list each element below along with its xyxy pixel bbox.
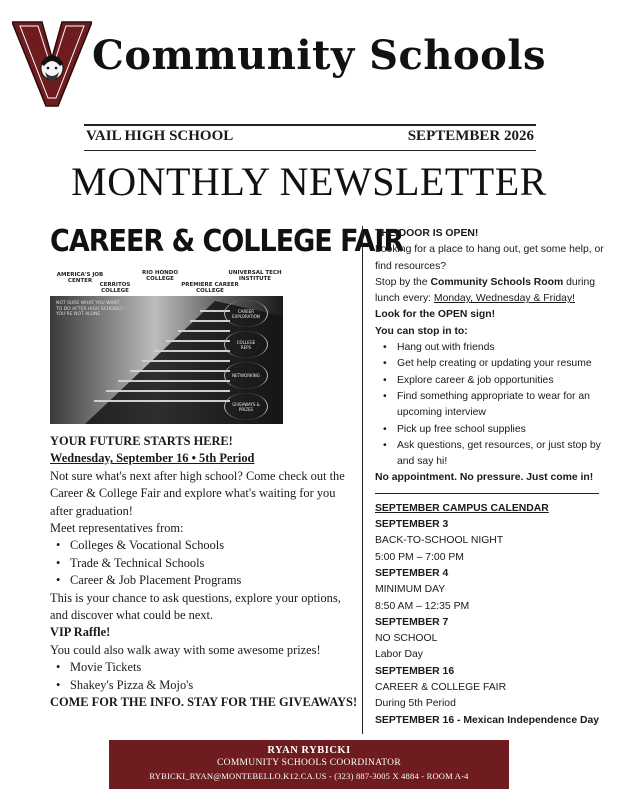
school-logo-icon (12, 18, 92, 110)
contact-footer (109, 740, 509, 789)
section-divider (375, 493, 599, 494)
coordinator-role: COMMUNITY SCHOOLS COORDINATOR (217, 758, 401, 768)
coordinator-contact: RYBICKI_RYAN@MONTEBELLO.K12.CA.US - (323) 887-3005 X 4884 - ROOM A-4 (149, 771, 469, 781)
calendar-date: SEPTEMBER 16 - Mexican Independence Day (375, 714, 600, 726)
door-list (375, 340, 605, 470)
flyer-badge: COLLEGE REPS (224, 331, 268, 358)
flyer-badges (224, 300, 274, 424)
fair-date: Wednesday, September 16 • 5th Period (50, 451, 255, 466)
fair-flyer-image (50, 296, 283, 424)
list-item: • Pick up free school supplies (375, 422, 605, 438)
list-item: • Get help creating or updating your resume (375, 356, 605, 372)
door-intro: Looking for a place to hang out, get some help, or find resources? (375, 244, 604, 272)
list-item: • Colleges & Vocational Schools (50, 537, 360, 554)
fair-closing: COME FOR THE INFO. STAY FOR THE GIVEAWAYS! (50, 695, 358, 710)
list-item: • Movie Tickets (50, 659, 360, 676)
school-name: VAIL HIGH SCHOOL (86, 128, 234, 144)
calendar-event-line: During 5th Period (375, 698, 456, 710)
fair-heading: CAREER & COLLEGE FAIR (50, 224, 404, 259)
door-room: Community Schools Room (430, 276, 564, 288)
flyer-badge: CAREER EXPLORATION (224, 300, 268, 327)
fair-details (50, 433, 360, 712)
flyer-caption: NOT SURE WHAT YOU WANT TO DO AFTER HIGH SCHOOL? - YOU'RE NOT ALONE (56, 301, 126, 317)
partner-name: PREMIERE CAREER COLLEGE (181, 282, 239, 294)
partner-name: UNIVERSAL TECH INSTITUTE (228, 270, 282, 282)
list-item: • Shakey's Pizza & Mojo's (50, 677, 360, 694)
reps-list (50, 537, 360, 589)
list-item: • Ask questions, get resources, or just stop by and say hi! (375, 438, 605, 471)
calendar-event-line: 8:50 AM – 12:35 PM (375, 600, 470, 612)
flyer-badge: NETWORKING (224, 362, 268, 389)
list-item: • Find something appropriate to wear for an upcoming interview (375, 389, 605, 422)
list-item: • Hang out with friends (375, 340, 605, 356)
fair-chance: This is your chance to ask questions, explore your options, and discover what could be next. (50, 590, 341, 623)
calendar-event-line: NO SCHOOL (375, 633, 438, 645)
door-sign: Look for the OPEN sign! (375, 309, 496, 321)
prizes-list (50, 659, 360, 694)
door-can-label: You can stop in to: (375, 325, 468, 337)
calendar-date: SEPTEMBER 7 (375, 616, 449, 628)
calendar-title: SEPTEMBER CAMPUS CALENDAR (375, 502, 549, 514)
calendar-event-line: 5:00 PM – 7:00 PM (375, 551, 464, 563)
door-stop-post: during lunch every: (375, 276, 596, 305)
partner-name: CERRITOS COLLEGE (99, 282, 131, 294)
partner-name: RIO HONDO COLLEGE (142, 270, 178, 282)
calendar-date: SEPTEMBER 4 (375, 567, 449, 579)
newsletter-title: MONTHLY NEWSLETTER (71, 159, 547, 204)
door-title: THE DOOR IS OPEN! (375, 228, 479, 239)
raffle-text: You could also walk away with some awesome prizes! (50, 642, 321, 657)
brand-title: Community Schools (92, 32, 547, 79)
partner-name: AMERICA'S JOB CENTER (56, 272, 104, 284)
header-rule-bottom (84, 150, 536, 151)
list-item: • Trade & Technical Schools (50, 555, 360, 572)
meet-label: Meet representatives from: (50, 521, 184, 536)
issue-month: SEPTEMBER 2026 (407, 128, 534, 144)
flyer-badge: GIVEAWAYS & PRIZES (224, 393, 268, 420)
column-divider (362, 226, 363, 734)
coordinator-name: RYAN RYBICKI (267, 745, 351, 756)
calendar-event-line: Labor Day (375, 649, 423, 661)
calendar-date: SEPTEMBER 16 (375, 665, 455, 677)
door-stop (375, 275, 605, 308)
calendar-event-line: CAREER & COLLEGE FAIR (375, 682, 507, 694)
calendar-date: SEPTEMBER 3 (375, 519, 449, 531)
fair-tagline: YOUR FUTURE STARTS HERE! (50, 434, 233, 448)
list-item: • Career & Job Placement Programs (50, 572, 360, 589)
door-stop-pre: Stop by the (375, 276, 431, 288)
right-column (375, 226, 605, 729)
fair-intro: Not sure what's next after high school? Come check out the Career & College Fair and explore what's waiting for you after graduation! (50, 468, 345, 518)
header-rule-top (84, 124, 536, 126)
list-item: • Explore career & job opportunities (375, 373, 605, 389)
door-closing: No appointment. No pressure. Just come in! (375, 472, 594, 484)
raffle-title: VIP Raffle! (50, 625, 111, 640)
door-days: Monday, Wednesday & Friday! (433, 293, 576, 305)
calendar-event-line: BACK-TO-SCHOOL NIGHT (375, 535, 504, 547)
calendar-event-line: MINIMUM DAY (375, 584, 446, 596)
